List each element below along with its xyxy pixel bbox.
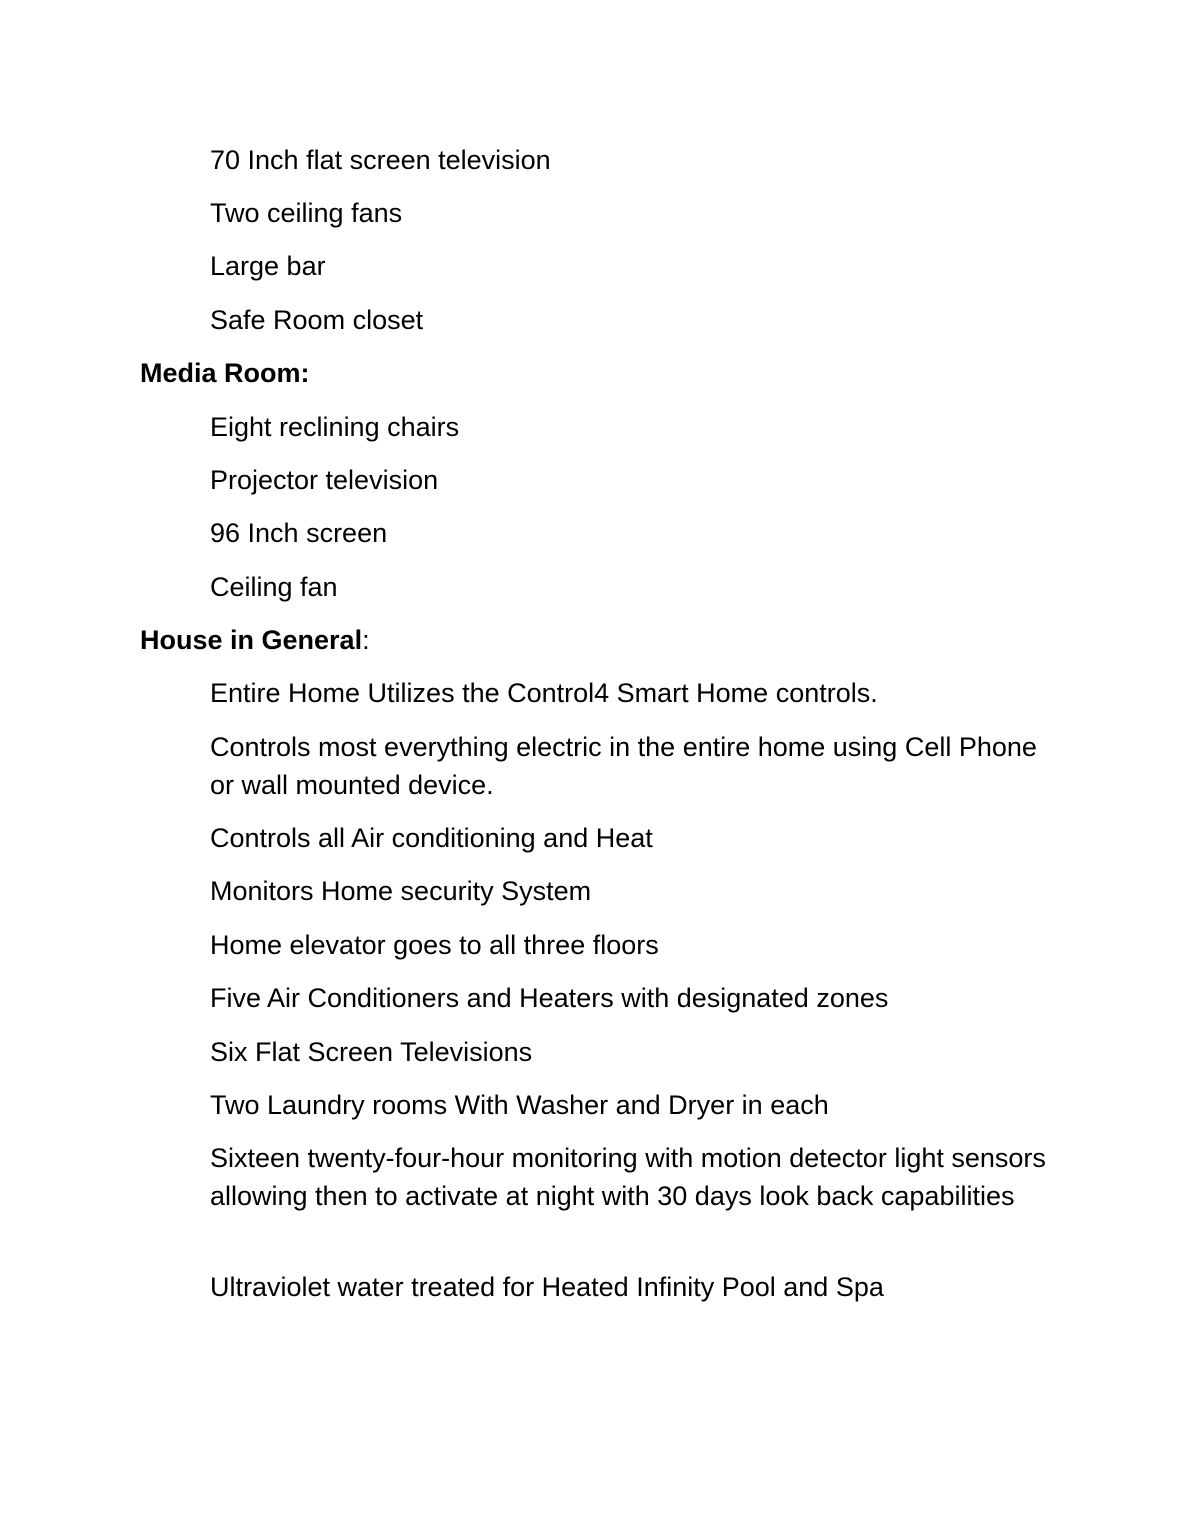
list-item: Five Air Conditioners and Heaters with designated zones <box>210 983 889 1013</box>
list-item: Monitors Home security System <box>210 876 592 906</box>
list-item: Controls most everything electric in the entire home using Cell Phone or wall mounted device. <box>210 732 1037 800</box>
section-heading-media-room: Media Room: <box>140 358 310 388</box>
list-item: Two Laundry rooms With Washer and Dryer in each <box>210 1090 829 1120</box>
list-item: Sixteen twenty-four-hour monitoring with motion detector light sensors allowing then to activate at night with 30 days look back capabilities <box>210 1143 1046 1211</box>
list-item: Home elevator goes to all three floors <box>210 930 659 960</box>
list-item: Six Flat Screen Televisions <box>210 1037 533 1067</box>
list-item: 96 Inch screen <box>210 518 388 548</box>
list-item: Two ceiling fans <box>210 198 403 228</box>
section-heading-text: House in General <box>140 625 363 655</box>
list-item: Large bar <box>210 251 326 281</box>
list-item: Ultraviolet water treated for Heated Infinity Pool and Spa <box>210 1272 884 1302</box>
list-item: Ceiling fan <box>210 572 338 602</box>
list-item: Projector television <box>210 465 439 495</box>
list-item: Controls all Air conditioning and Heat <box>210 823 653 853</box>
section-heading-house-in-general <box>140 621 370 659</box>
list-item: 70 Inch flat screen television <box>210 145 551 175</box>
list-item: Entire Home Utilizes the Control4 Smart Home controls. <box>210 678 878 708</box>
section-heading-colon: : <box>362 625 370 655</box>
list-item: Eight reclining chairs <box>210 412 460 442</box>
list-item: Safe Room closet <box>210 305 424 335</box>
